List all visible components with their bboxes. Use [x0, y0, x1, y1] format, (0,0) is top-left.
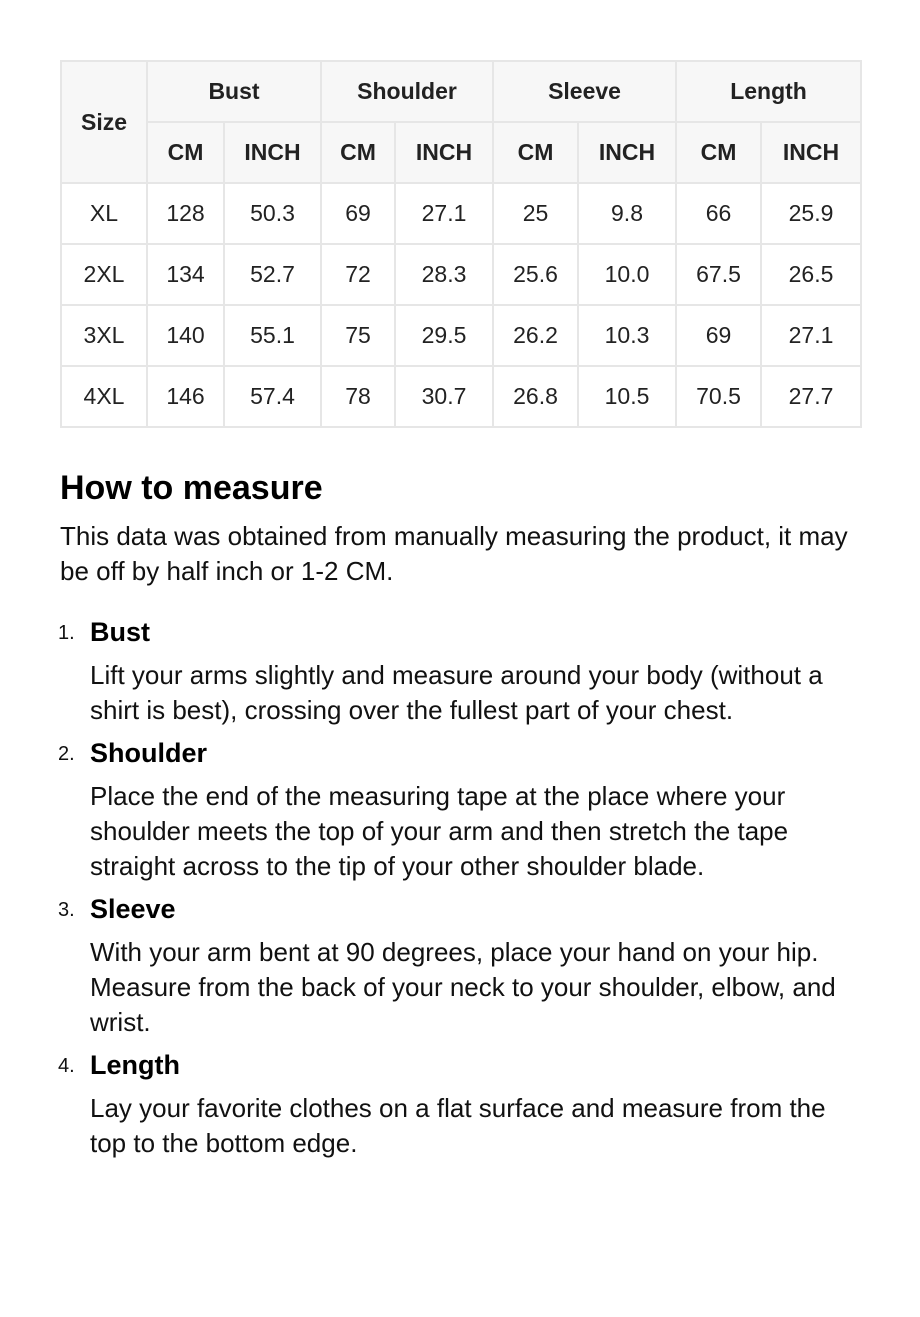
- step-description: Place the end of the measuring tape at the place where your shoulder meets the top of your arm and then stretch the tape straight across to the tip of your other shoulder blade.: [90, 780, 789, 881]
- table-cell: 10.3: [578, 305, 676, 366]
- table-cell: 67.5: [676, 244, 761, 305]
- table-group-header-row: [61, 61, 861, 122]
- step-description: Lay your favorite clothes on a flat surface and measure from the top to the bottom edge.: [90, 1092, 826, 1158]
- shoulder-group-header: Shoulder: [321, 61, 493, 122]
- table-cell: 9.8: [578, 183, 676, 244]
- step-description: With your arm bent at 90 degrees, place your hand on your hip. Measure from the back of your neck to your shoulder, elbow, and wrist.: [90, 936, 836, 1037]
- table-cell: 50.3: [224, 183, 321, 244]
- table-cell: 29.5: [395, 305, 493, 366]
- unit-header-cm: CM: [493, 122, 578, 183]
- table-cell: 10.0: [578, 244, 676, 305]
- step-title-sleeve: Sleeve: [90, 893, 176, 924]
- unit-header-cm: CM: [676, 122, 761, 183]
- table-row: [61, 244, 861, 305]
- step-number: 2.: [58, 742, 75, 765]
- size-column-header: Size: [61, 61, 147, 183]
- unit-header-cm: CM: [321, 122, 395, 183]
- table-cell: 25.9: [761, 183, 861, 244]
- unit-header-inch: INCH: [761, 122, 861, 183]
- table-cell: 26.5: [761, 244, 861, 305]
- sleeve-group-header: Sleeve: [493, 61, 676, 122]
- step-title-shoulder: Shoulder: [90, 737, 208, 768]
- table-cell: 140: [147, 305, 224, 366]
- table-cell: 26.2: [493, 305, 578, 366]
- table-cell: 30.7: [395, 366, 493, 427]
- step-number: 4.: [58, 1054, 75, 1077]
- table-cell: 26.8: [493, 366, 578, 427]
- table-cell: 25: [493, 183, 578, 244]
- table-cell: 27.1: [761, 305, 861, 366]
- unit-header-inch: INCH: [224, 122, 321, 183]
- table-cell: 66: [676, 183, 761, 244]
- table-cell: 75: [321, 305, 395, 366]
- table-cell: 70.5: [676, 366, 761, 427]
- list-item: [60, 892, 860, 1040]
- table-cell: 69: [676, 305, 761, 366]
- table-cell: 10.5: [578, 366, 676, 427]
- list-item: [60, 1048, 860, 1161]
- list-item: [60, 615, 860, 728]
- table-cell: 78: [321, 366, 395, 427]
- size-guide: [60, 60, 860, 1169]
- size-cell: 2XL: [61, 244, 147, 305]
- table-cell: 27.7: [761, 366, 861, 427]
- how-to-measure-heading: How to measure: [60, 469, 323, 507]
- length-group-header: Length: [676, 61, 861, 122]
- table-cell: 146: [147, 366, 224, 427]
- table-cell: 69: [321, 183, 395, 244]
- table-cell: 134: [147, 244, 224, 305]
- size-chart-table: [60, 60, 862, 428]
- step-number: 1.: [58, 621, 75, 644]
- table-cell: 57.4: [224, 366, 321, 427]
- unit-header-inch: INCH: [578, 122, 676, 183]
- measure-intro-text: This data was obtained from manually measuring the product, it may be off by half inch or 1-2 CM.: [60, 520, 848, 586]
- step-number: 3.: [58, 898, 75, 921]
- table-cell: 28.3: [395, 244, 493, 305]
- table-row: [61, 366, 861, 427]
- table-cell: 27.1: [395, 183, 493, 244]
- unit-header-inch: INCH: [395, 122, 493, 183]
- table-cell: 55.1: [224, 305, 321, 366]
- step-description: Lift your arms slightly and measure around your body (without a shirt is best), crossing over the fullest part of your chest.: [90, 659, 823, 725]
- size-cell: 4XL: [61, 366, 147, 427]
- step-title-length: Length: [90, 1049, 180, 1080]
- table-cell: 72: [321, 244, 395, 305]
- step-title-bust: Bust: [90, 616, 150, 647]
- table-unit-header-row: [61, 122, 861, 183]
- table-row: [61, 183, 861, 244]
- list-item: [60, 736, 860, 884]
- unit-header-cm: CM: [147, 122, 224, 183]
- bust-group-header: Bust: [147, 61, 321, 122]
- size-cell: XL: [61, 183, 147, 244]
- table-row: [61, 305, 861, 366]
- table-cell: 128: [147, 183, 224, 244]
- table-cell: 52.7: [224, 244, 321, 305]
- table-cell: 25.6: [493, 244, 578, 305]
- size-cell: 3XL: [61, 305, 147, 366]
- measure-steps-list: [60, 615, 860, 1161]
